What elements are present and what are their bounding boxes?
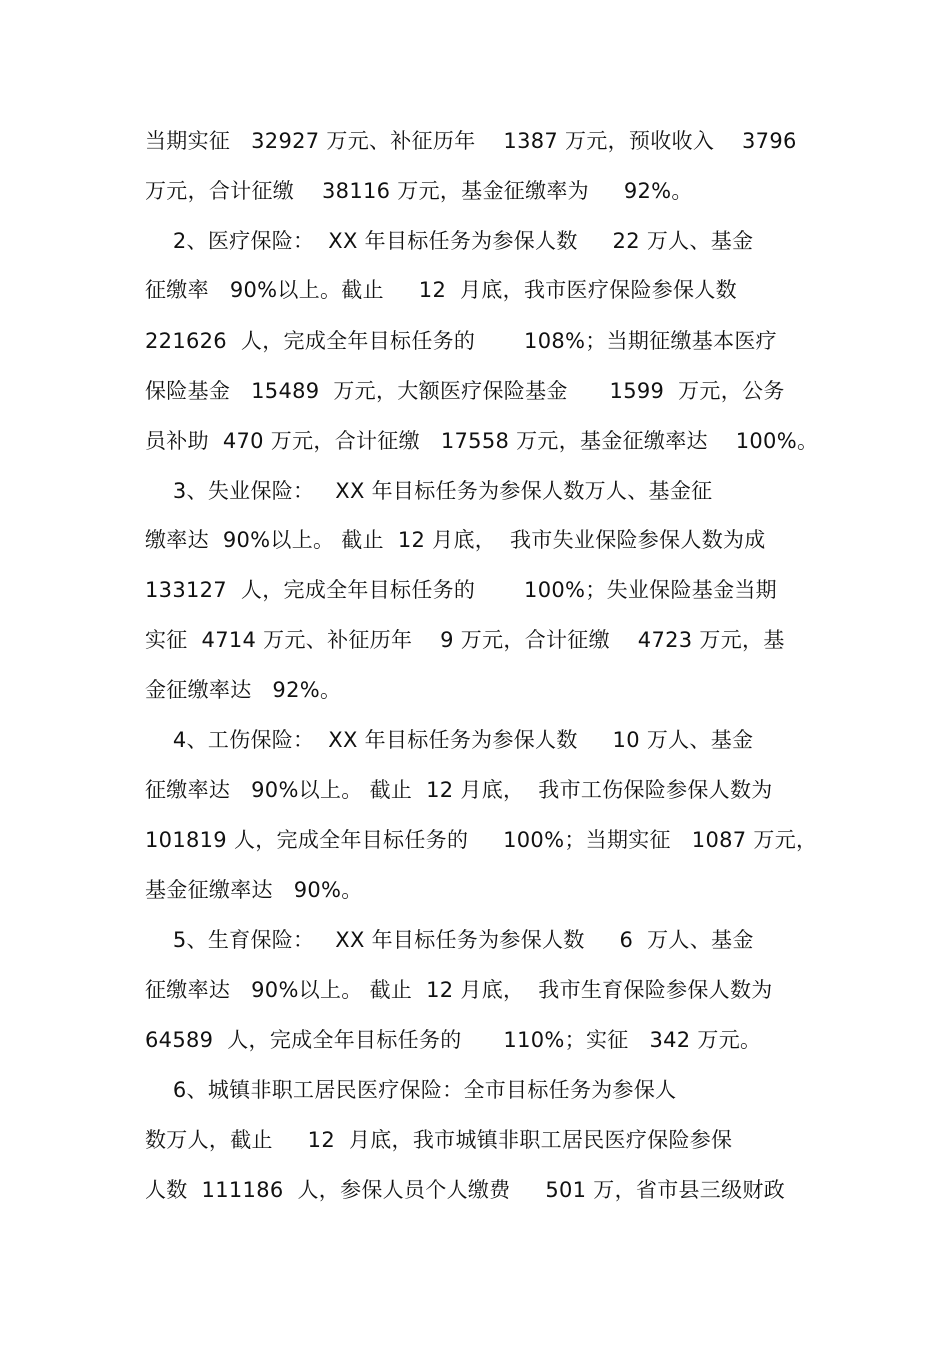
text-line: 金征缴率达 92%。 — [145, 678, 342, 702]
text-line: 133127 人，完成全年目标任务的 100%；失业保险基金当期 — [145, 578, 777, 602]
paragraph-3-start: 3、失业保险： XX 年目标任务为参保人数万人、基金征 — [145, 479, 713, 503]
text-line: 64589 人，完成全年目标任务的 110%；实征 342 万元。 — [145, 1028, 762, 1052]
text-line: 人数 111186 人，参保人员个人缴费 501 万，省市县三级财政 — [145, 1178, 785, 1202]
text-line: 数万人，截止 12 月底，我市城镇非职工居民医疗保险参保 — [145, 1128, 733, 1152]
text-line: 保险基金 15489 万元，大额医疗保险基金 1599 万元，公务 — [145, 379, 785, 403]
text-line: 221626 人，完成全年目标任务的 108%；当期征缴基本医疗 — [145, 329, 777, 353]
text-line: 征缴率达 90%以上。 截止 12 月底， 我市生育保险参保人数为 — [145, 978, 773, 1002]
text-line: 万元，合计征缴 38116 万元，基金征缴率为 92%。 — [145, 179, 693, 203]
text-line: 征缴率 90%以上。截止 12 月底，我市医疗保险参保人数 — [145, 278, 737, 302]
text-line: 员补助 470 万元，合计征缴 17558 万元，基金征缴率达 100%。 — [145, 429, 819, 453]
paragraph-2-start: 2、医疗保险： XX 年目标任务为参保人数 22 万人、基金 — [145, 229, 754, 253]
paragraph-5-start: 5、生育保险： XX 年目标任务为参保人数 6 万人、基金 — [145, 928, 754, 952]
text-line: 征缴率达 90%以上。 截止 12 月底， 我市工伤保险参保人数为 — [145, 778, 773, 802]
text-line: 当期实征 32927 万元、补征历年 1387 万元，预收收入 3796 — [145, 129, 797, 153]
paragraph-6-start: 6、城镇非职工居民医疗保险：全市目标任务为参保人 — [145, 1078, 677, 1102]
text-line: 101819 人，完成全年目标任务的 100%；当期实征 1087 万元， — [145, 828, 818, 852]
paragraph-4-start: 4、工伤保险： XX 年目标任务为参保人数 10 万人、基金 — [145, 728, 754, 752]
text-line: 缴率达 90%以上。 截止 12 月底， 我市失业保险参保人数为成 — [145, 528, 766, 552]
text-line: 基金征缴率达 90%。 — [145, 878, 363, 902]
text-line: 实征 4714 万元、补征历年 9 万元，合计征缴 4723 万元，基 — [145, 628, 785, 652]
